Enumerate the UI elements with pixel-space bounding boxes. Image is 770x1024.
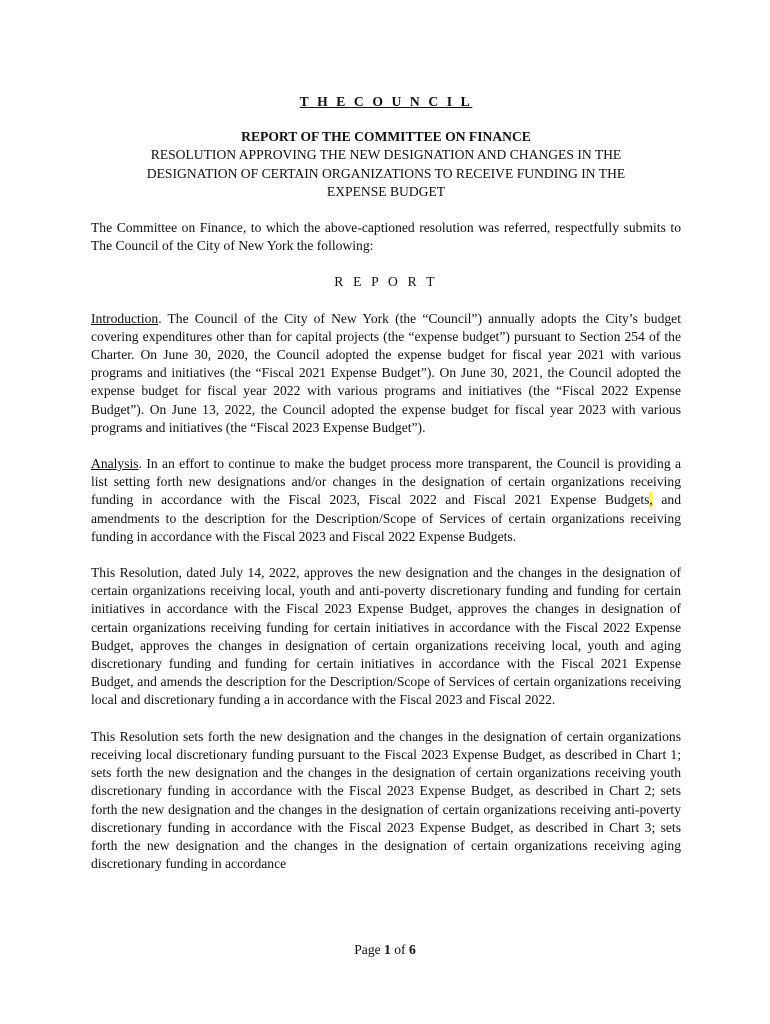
page-footer xyxy=(0,942,770,958)
spacer xyxy=(91,201,681,219)
spacer xyxy=(91,292,681,310)
resolution-charts-paragraph: This Resolution sets forth the new designation and the changes in the designation of certain organizations receiving local discretionary funding pursuant to the Fiscal 2023 Expense Budget, as described in Chart 1; sets forth the new designation and the changes in the designation of certain organizations receiving youth discretionary funding in accordance with the Fiscal 2023 Expense Budget, as described in Chart 2; sets forth the new designation and the changes in the designation of certain organizations receiving anti-poverty discretionary funding in accordance with the Fiscal 2023 Expense Budget, as described in Chart 3; sets forth the new designation and the changes in the designation of certain organizations receiving aging discretionary funding in accordance xyxy=(91,728,681,872)
page-total: 6 xyxy=(408,942,416,957)
resolution-title-line-2: DESIGNATION OF CERTAIN ORGANIZATIONS TO RECEIVE FUNDING IN THE xyxy=(146,165,626,181)
page-word: Page xyxy=(354,942,385,957)
document-body xyxy=(91,93,681,873)
highlighted-comma: , xyxy=(649,492,653,508)
report-label: R E P O R T xyxy=(334,274,438,290)
analysis-label: Analysis xyxy=(91,456,139,472)
analysis-text-b: and amendments to the description for the Description/Scope of Services of certain organizations receiving funding in accordance with the Fiscal 2023 and Fiscal 2022 Expense Budgets. xyxy=(91,492,681,544)
spacer xyxy=(91,546,681,564)
resolution-approval-paragraph: This Resolution, dated July 14, 2022, approves the new designation and the changes in the designation of certain organizations receiving local, youth and anti-poverty discretionary funding and funding for certain initiatives in accordance with the Fiscal 2023 Expense Budget, approves the changes in designation of certain organizations receiving funding for certain initiatives in accordance with the Fiscal 2022 Expense Budget, approves the changes in designation of certain organizations receiving local, youth and aging discretionary funding and funding for certain initiatives in accordance with the Fiscal 2021 Expense Budget, and amends the description for the Description/Scope of Services of certain organizations receiving local and discretionary funding a in accordance with the Fiscal 2023 and Fiscal 2022. xyxy=(91,565,681,708)
analysis-paragraph xyxy=(91,455,681,546)
analysis-text-a: . In an effort to continue to make the budget process more transparent, the Council is providing a list setting forth new designations and/or changes in the designation of certain organizations receiving funding in accordance with the Fiscal 2023, Fiscal 2022 and Fiscal 2021 Expense Budgets xyxy=(91,456,681,508)
report-heading xyxy=(91,128,681,201)
spacer xyxy=(91,437,681,455)
resolution-title-line-3: EXPENSE BUDGET xyxy=(326,183,446,199)
of-word: of xyxy=(390,942,409,957)
page-number: 1 xyxy=(384,942,391,957)
introduction-label: Introduction xyxy=(91,310,159,326)
spacer xyxy=(91,710,681,728)
introduction-paragraph xyxy=(91,310,681,437)
introduction-text: . The Council of the City of New York (the “Council”) annually adopts the City’s budget covering expenditures other than for capital projects (the “expense budget”) pursuant to Section 254 of the Charter. On June 30, 2020, the Council adopted the expense budget for fiscal year 2021 with various programs and initiatives (the “Fiscal 2021 Expense Budget”). On June 30, 2021, the Council adopted the expense budget for fiscal year 2022 with various programs and initiatives (the “Fiscal 2022 Expense Budget”). On June 13, 2022, the Council adopted the expense budget for fiscal year 2023 with various programs and initiatives (the “Fiscal 2023 Expense Budget”). xyxy=(91,310,681,435)
committee-report-title: REPORT OF THE COMMITTEE ON FINANCE xyxy=(241,129,531,145)
intro-paragraph: The Committee on Finance, to which the above-captioned resolution was referred, respectfully submits to The Council of the City of New York the following: xyxy=(91,220,681,254)
resolution-title-line-1: RESOLUTION APPROVING THE NEW DESIGNATION AND CHANGES IN THE xyxy=(150,147,622,163)
spacer xyxy=(91,255,681,273)
council-title: T H E C O U N C I L xyxy=(299,94,473,109)
